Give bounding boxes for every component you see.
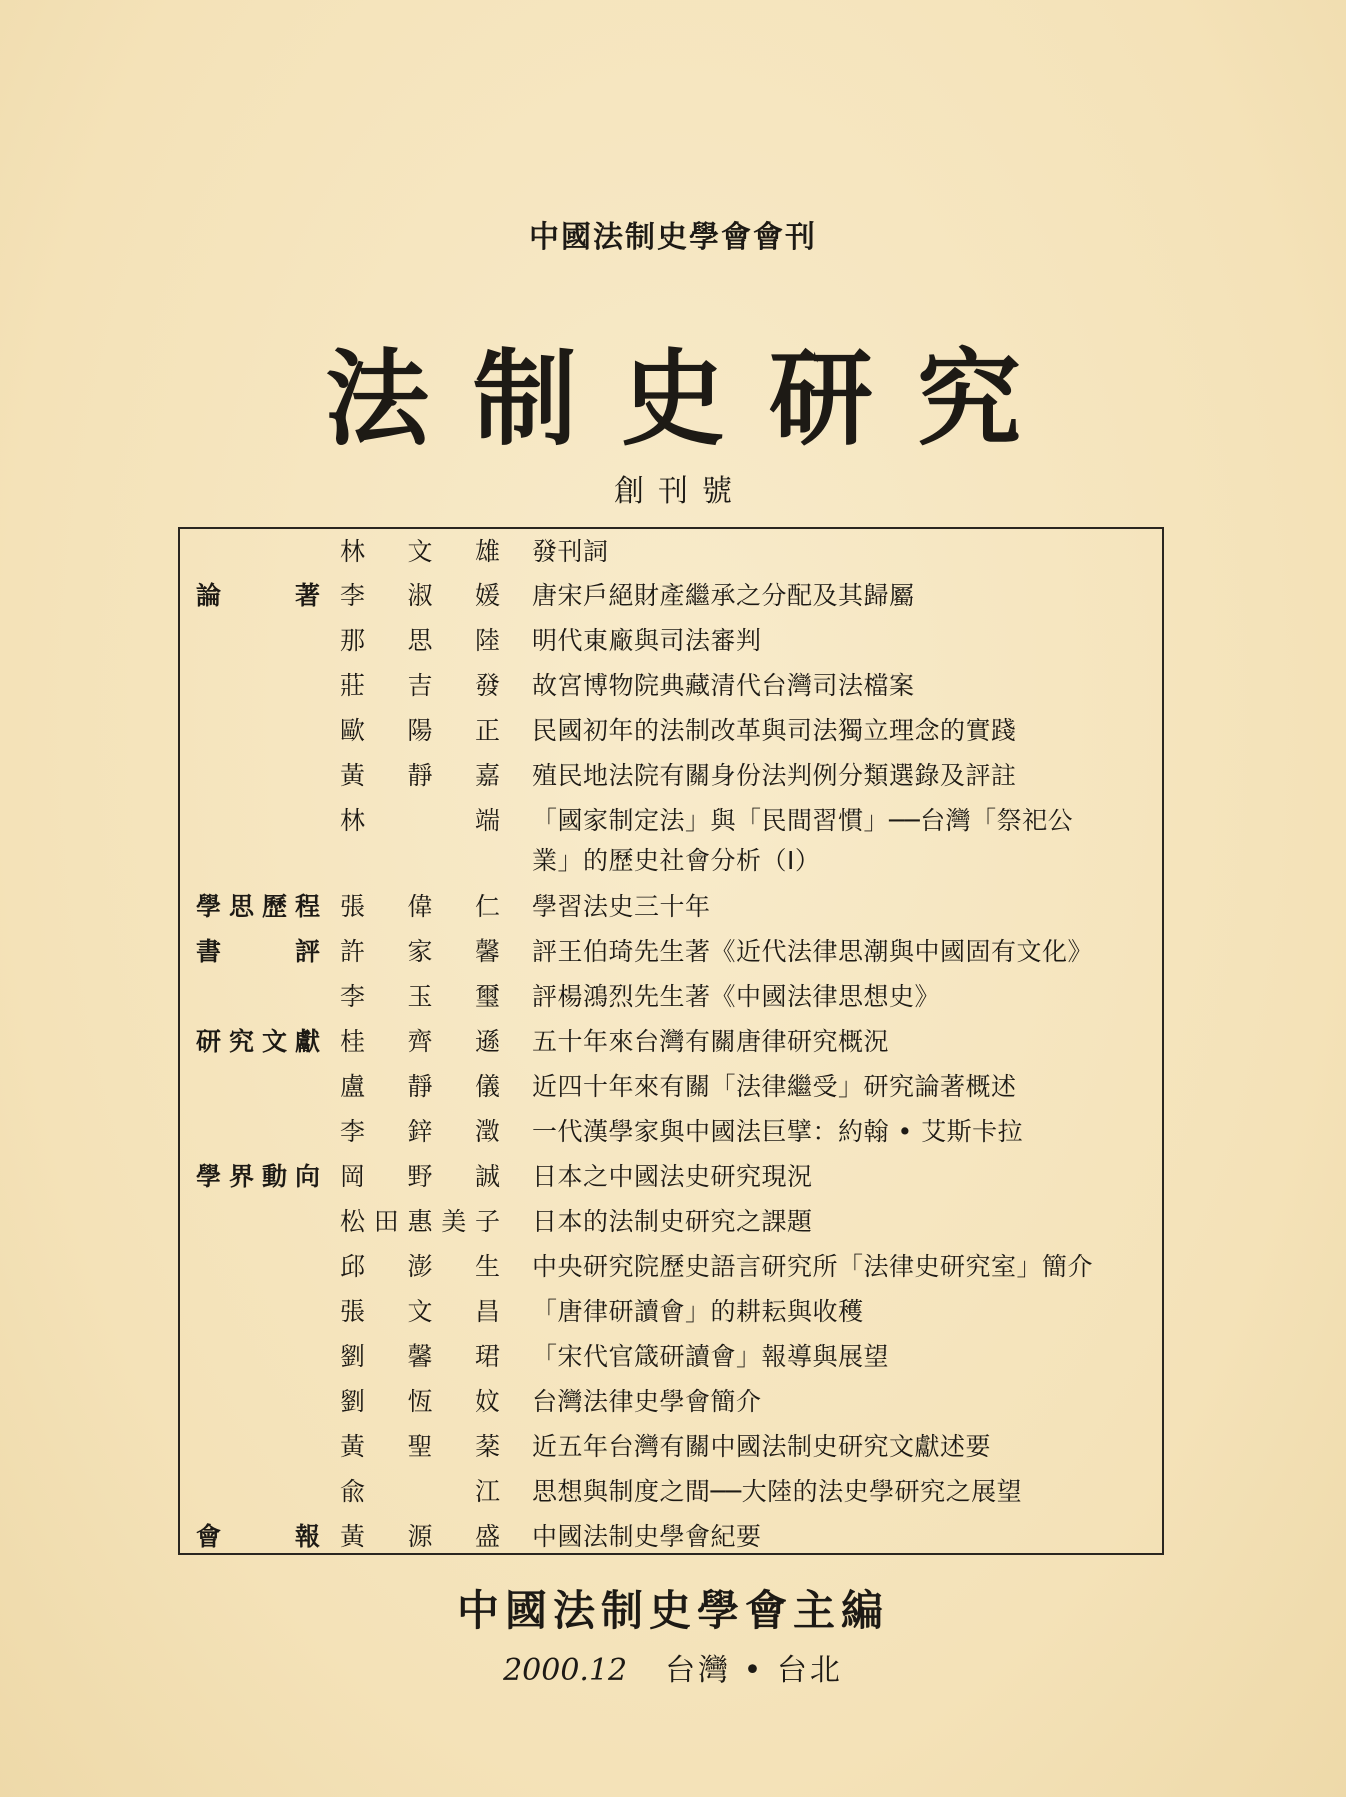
toc-author: 劉 馨 珺 bbox=[340, 1342, 500, 1371]
toc-author: 張 文 昌 bbox=[340, 1297, 500, 1326]
toc-author: 林 文 雄 bbox=[340, 537, 500, 566]
toc-title-continued: 業」的歷史社會分析（I） bbox=[532, 846, 821, 875]
toc-title: 評楊鴻烈先生著《中國法律思想史》 bbox=[532, 982, 941, 1011]
toc-author: 那 思 陸 bbox=[340, 626, 500, 655]
toc-title: 日本之中國法史研究現況 bbox=[532, 1162, 813, 1191]
toc-author: 岡 野 誠 bbox=[340, 1162, 500, 1191]
toc-author: 桂 齊 遜 bbox=[340, 1027, 500, 1056]
toc-title: 台灣法律史學會簡介 bbox=[532, 1387, 762, 1416]
toc-category: 會 報 bbox=[196, 1522, 320, 1551]
toc-title: 「唐律研讀會」的耕耘與收穫 bbox=[532, 1297, 864, 1326]
toc-title: 「宋代官箴研讀會」報導與展望 bbox=[532, 1342, 890, 1371]
publication-date: 2000.12 bbox=[503, 1653, 628, 1688]
dateline bbox=[0, 1645, 1346, 1689]
toc-author: 劉 恆 妏 bbox=[340, 1387, 500, 1416]
toc-author: 許 家 馨 bbox=[340, 937, 500, 966]
toc-author: 李 玉 璽 bbox=[340, 982, 500, 1011]
journal-title: 法制史研究 bbox=[324, 337, 1065, 460]
toc-author: 黃 源 盛 bbox=[340, 1522, 500, 1551]
table-of-contents bbox=[178, 527, 1164, 1555]
toc-author: 盧 靜 儀 bbox=[340, 1072, 500, 1101]
toc-title: 中國法制史學會紀要 bbox=[532, 1522, 762, 1551]
toc-category: 學界動向 bbox=[196, 1162, 320, 1191]
toc-author: 李 鋅 澂 bbox=[340, 1117, 500, 1146]
toc-title: 發刊詞 bbox=[532, 537, 609, 566]
toc-author: 兪 江 bbox=[340, 1477, 500, 1506]
toc-title: 殖民地法院有關身份法判例分類選錄及評註 bbox=[532, 761, 1017, 790]
issue-label: 創刊號 bbox=[614, 474, 746, 509]
toc-author: 林 端 bbox=[340, 806, 500, 835]
toc-category: 研究文獻 bbox=[196, 1027, 320, 1056]
toc-title: 學習法史三十年 bbox=[532, 892, 711, 921]
toc-category: 論 著 bbox=[196, 581, 320, 610]
toc-author: 松田惠美子 bbox=[340, 1207, 500, 1236]
toc-author: 邱 澎 生 bbox=[340, 1252, 500, 1281]
toc-title: 中央研究院歷史語言研究所「法律史研究室」簡介 bbox=[532, 1252, 1094, 1281]
toc-title: 「國家制定法」與「民間習慣」──台灣「祭祀公 bbox=[532, 806, 1074, 835]
toc-title: 近五年台灣有關中國法制史研究文獻述要 bbox=[532, 1432, 992, 1461]
toc-author: 李 淑 媛 bbox=[340, 581, 500, 610]
toc-title: 唐宋戶絕財產繼承之分配及其歸屬 bbox=[532, 581, 915, 610]
toc-category: 學思歷程 bbox=[196, 892, 320, 921]
toc-author: 莊 吉 發 bbox=[340, 671, 500, 700]
publisher: 中國法制史學會主編 bbox=[456, 1586, 889, 1635]
toc-title: 故宮博物院典藏清代台灣司法檔案 bbox=[532, 671, 915, 700]
publication-place: 台灣 • 台北 bbox=[665, 1653, 843, 1688]
toc-title: 日本的法制史研究之課題 bbox=[532, 1207, 813, 1236]
toc-category: 書 評 bbox=[196, 937, 320, 966]
toc-title: 明代東廠與司法審判 bbox=[532, 626, 762, 655]
toc-title: 民國初年的法制改革與司法獨立理念的實踐 bbox=[532, 716, 1017, 745]
toc-author: 歐 陽 正 bbox=[340, 716, 500, 745]
toc-title: 近四十年來有關「法律繼受」研究論著概述 bbox=[532, 1072, 1017, 1101]
toc-title: 五十年來台灣有關唐律研究概況 bbox=[532, 1027, 890, 1056]
series-name: 中國法制史學會會刊 bbox=[529, 220, 817, 255]
toc-title: 一代漢學家與中國法巨擘：約翰 • 艾斯卡拉 bbox=[532, 1117, 1024, 1146]
toc-author: 黃 靜 嘉 bbox=[340, 761, 500, 790]
toc-author: 黃 聖 棻 bbox=[340, 1432, 500, 1461]
toc-title: 評王伯琦先生著《近代法律思潮與中國固有文化》 bbox=[532, 937, 1094, 966]
toc-title: 思想與制度之間──大陸的法史學研究之展望 bbox=[532, 1477, 1023, 1506]
toc-author: 張 偉 仁 bbox=[340, 892, 500, 921]
